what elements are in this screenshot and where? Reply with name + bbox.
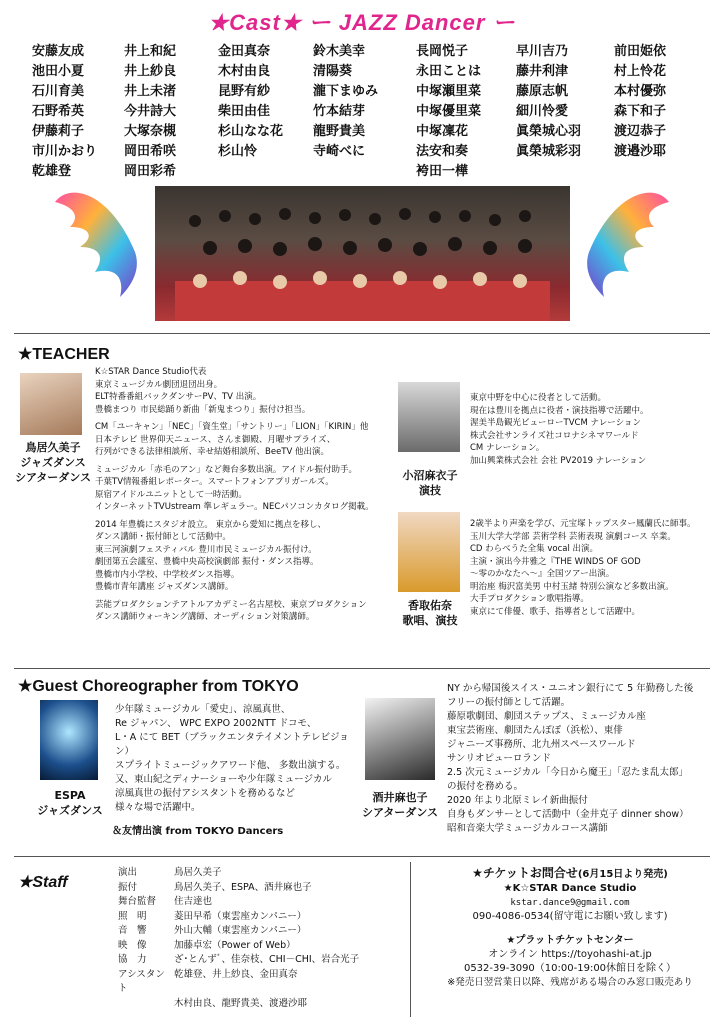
guest-espa-photo	[40, 700, 98, 780]
staff-row	[118, 924, 403, 939]
bio-line: 千葉TV情報番組レポーター。スマートフォンアプリガールズ。	[95, 477, 334, 487]
cast-member-name: 杉山怜	[218, 144, 258, 159]
cast-member-name: 藤原志帆	[516, 84, 569, 99]
ticket-center: ★プラットチケットセンター	[506, 935, 634, 946]
teacher-konuma-photo	[398, 382, 460, 452]
bio-line: 東京中野を中心に役者として活動。	[470, 393, 607, 403]
cast-column	[416, 42, 481, 182]
staff-row	[118, 953, 403, 968]
staff-role: 舞台監督	[118, 896, 157, 907]
teacher-heading: ★TEACHER	[18, 346, 110, 363]
bio-line: L・A にて BET（ブラックエンタテイメントテレビジョン）	[115, 732, 349, 757]
cast-member-name: 安藤友成	[32, 44, 85, 59]
staff-role: 音 響	[118, 925, 147, 936]
cast-member-name: 袴田一樺	[416, 164, 469, 179]
staff-row	[118, 997, 403, 1012]
bio-line: 豊橋市青年講座 ジャズダンス講師。	[95, 582, 234, 592]
studio-name: ★K☆STAR Dance Studio	[503, 883, 637, 894]
cast-member-name: 藤井利津	[516, 64, 569, 79]
cast-column	[614, 42, 666, 162]
guest-sakai-name: 酒井麻也子 シアターダンス	[361, 791, 438, 819]
staff-row	[118, 881, 403, 896]
cast-member-name: 本村優弥	[614, 84, 667, 99]
staff-person: 乾雄登、井上紗良、金田真奈	[174, 968, 298, 980]
ticket-heading: ★チケットお問合せ	[472, 866, 578, 880]
cast-column	[313, 42, 378, 162]
bio-line: インターネットTVUstream 準レギュラー。NECパソコンカタログ掲載。	[95, 502, 374, 512]
cast-member-name: 井上未渚	[124, 84, 177, 99]
bio-line: 現在は豊川を拠点に役者・演技指導で活躍中。	[470, 405, 649, 416]
staff-row	[118, 939, 403, 954]
cast-member-name: 渡邉沙耶	[614, 144, 667, 159]
bio-line: 玉川大学大学部 芸術学科 芸術表現 演劇コース 卒業。	[470, 531, 676, 542]
cast-member-name: 岡田彩希	[124, 164, 177, 179]
staff-person: 外山大輔（東雲座カンパニー）	[174, 925, 307, 936]
staff-person: 鳥居久美子、ESPA、酒井麻也子	[174, 881, 312, 893]
staff-role: アシスタント	[118, 968, 165, 994]
cast-column	[218, 42, 283, 162]
guest-sakai-bio	[447, 682, 717, 836]
staff-row	[118, 968, 403, 997]
staff-list	[118, 866, 403, 1011]
bio-line: サンリオピューロランド	[447, 753, 551, 764]
staff-person: 住吉達也	[174, 896, 213, 907]
cast-member-name: 中塚凜花	[416, 124, 469, 139]
bio-line: Re ジャパン、 WPC EXPO 2002NTT ドコモ、	[115, 718, 317, 729]
bio-line: 自身もダンサーとして活動中（金井克子 dinner show）	[447, 809, 689, 820]
bio-line: ジャニーズ事務所、北九州スペースワールド	[447, 739, 636, 750]
staff-person: 加藤卓宏（Power of Web）	[174, 939, 296, 951]
cast-member-name: 井上紗良	[124, 64, 177, 79]
cast-column	[32, 42, 97, 182]
cast-member-name: 竹本結芽	[313, 104, 366, 119]
guest-heading: ★Guest Choreographer from TOKYO	[18, 678, 299, 695]
cast-member-name: 井上和紀	[124, 44, 177, 59]
cast-member-name: 今井詩大	[124, 104, 177, 119]
cast-member-name: 石川育美	[32, 84, 85, 99]
teacher-torii-bio	[95, 366, 385, 624]
teacher-torii-name: 鳥居久美子 ジャズダンス シアターダンス	[14, 441, 91, 484]
staff-row	[118, 910, 403, 925]
cast-member-name: 長岡悦子	[416, 44, 469, 59]
cast-member-name: 中塚瀬里菜	[416, 84, 482, 99]
bio-line: 2020 年より北原ミレイ新曲振付	[447, 795, 588, 806]
staff-row	[118, 895, 403, 910]
staff-person: 木村由良、龍野貴美、渡邉沙耶	[174, 997, 308, 1009]
cast-column	[516, 42, 581, 162]
cast-member-name: 森下和子	[614, 104, 667, 119]
bio-line: 涼風真世の振付アシスタントを務めるなど	[115, 788, 295, 799]
cast-member-name: 伊藤莉子	[32, 124, 85, 139]
bio-line: 芸能プロダクションテアトルアカデミー名古屋校、東京プロダクション	[95, 599, 367, 610]
cast-member-name: 龍野貴美	[313, 124, 366, 139]
bio-line: ダンス講師ウォーキング講師、オーディション対策講師。	[95, 612, 315, 622]
bio-line: フリーの振付師として活躍。	[447, 697, 571, 708]
bio-line: 加山興業株式会社 会社 PV2019 ナレーション	[470, 455, 647, 466]
cast-member-name: 木村由良	[218, 64, 271, 79]
bio-line: 東京にて俳優、歌手、指導者として活躍中。	[470, 606, 641, 617]
cast-member-name: 眞榮城彩羽	[516, 144, 582, 159]
bio-line: 東京ミュージカル劇団退団出身。	[95, 379, 223, 390]
teacher-torii-photo	[20, 373, 82, 435]
bio-line: 原宿アイドルユニットとして一時活動。	[95, 489, 247, 500]
group-photo	[155, 186, 570, 321]
staff-role: 協 力	[118, 954, 147, 965]
cast-member-name: 昆野有紗	[218, 84, 271, 99]
staff-role: 照 明	[118, 910, 147, 922]
bio-line: 劇団第五会議室、豊橋中央高校演劇部 振付・ダンス指導。	[95, 557, 319, 567]
bio-line: CM「ユーキャン」「NEC」「資生堂」「サントリー」「LION」「KIRIN」他	[95, 422, 369, 432]
teacher-katori-photo	[398, 512, 460, 592]
bio-line: の振付を務める。	[447, 781, 524, 792]
cast-member-name: 早川吉乃	[516, 44, 569, 59]
divider	[14, 856, 710, 857]
bio-line: 様々な場で活躍中。	[115, 802, 201, 813]
cast-title: ★Cast★ ー JAZZ Dancer ー	[208, 10, 516, 35]
bio-line: K☆STAR Dance Studio代表	[95, 367, 207, 377]
cast-member-name: 杉山なな花	[218, 124, 284, 139]
bio-line: 渥美半島観光ビューローTVCM ナレーション	[470, 418, 641, 428]
staff-person: ざ･とんずﾞ、佳奈枝、CHI－CHI、岩合光子	[174, 954, 360, 965]
bio-line: 藤原歌劇団、劇団ステップス、ミュージカル座	[447, 711, 646, 722]
studio-phone[interactable]: 090-4086-0534(留守電にお願い致します)	[472, 911, 668, 922]
cast-member-name: 鈴木美幸	[313, 44, 366, 59]
cast-member-name: 瀧下まゆみ	[313, 84, 379, 99]
cast-member-name: 岡田希咲	[124, 144, 177, 159]
cast-member-name: 法安和奏	[416, 144, 469, 159]
ticket-url[interactable]: https://toyohashi-at.jp	[541, 949, 652, 960]
bio-line: ELT特番番組バックダンサーPV、TV 出演。	[95, 392, 262, 402]
vertical-divider	[410, 862, 411, 1017]
staff-person: 菱田早希（東雲座カンパニー）	[174, 910, 307, 922]
cast-member-name: 前田姫依	[614, 44, 667, 59]
bio-line: 〜零のかなたへ〜』全国ツアー出演。	[470, 569, 615, 579]
studio-email[interactable]: kstar.dance9@gmail.com	[510, 898, 630, 908]
bio-line: 豊橋まつり 市民総踊り新曲「新鬼まつり」振付け担当。	[95, 404, 311, 415]
staff-person: 鳥居久美子	[174, 867, 222, 878]
center-phone[interactable]: 0532-39-3090（10:00-19:00休館日を除く）	[463, 963, 677, 974]
cast-member-name: 大塚奈槻	[124, 124, 177, 139]
cast-member-name: 清陽葵	[313, 64, 353, 79]
teacher-katori-bio	[470, 518, 715, 618]
staff-role: 演出	[118, 867, 138, 878]
staff-row	[118, 866, 403, 881]
bio-line: 2014 年豊橋にスタジオ設立。 東京から愛知に拠点を移し、	[95, 519, 327, 530]
sales-note: ※発売日翌営業日以降、残席がある場合のみ窓口販売あり	[447, 977, 693, 988]
bio-line: ダンス講師・振付師として活動中。	[95, 532, 231, 542]
bio-line: 2.5 次元ミュージカル「今日から魔王」「忍たま乱太郎」	[447, 767, 688, 778]
bio-line: NY から帰国後スイス・ユニオン銀行にて 5 年勤務した後	[447, 683, 694, 694]
staff-heading: ★Staff	[18, 874, 68, 891]
teacher-konuma-name: 小沼麻衣子 演技	[402, 469, 458, 497]
guest-espa-name: ESPA ジャズダンス	[37, 789, 103, 817]
bio-line: 明治座 梅沢富美男 中村玉緒 特別公演など多数出演。	[470, 581, 674, 592]
bio-line: 大手プロダクション歌唱指導。	[470, 594, 589, 604]
teacher-katori-name: 香取佑奈 歌唱、演技	[402, 599, 458, 627]
bio-line: 2歳半より声楽を学び、元宝塚トップスター鳳蘭氏に師事。	[470, 519, 696, 529]
bio-line: CD わらべうた全集 vocal 出演。	[470, 544, 599, 554]
cast-member-name: 細川怜愛	[516, 104, 569, 119]
ticket-info: ★チケットお問合せ(6月15日より発売) ★K☆STAR Dance Studio kstar.dance9@gmail.com 090-4086-0534(留守電にお願い致します) ★プラットチケットセンター オンライン https://toyohashi-at.jp 0532-39-3090（10:00-19:00休館日を除く） ※発売日翌営業日以降、残席がある場合のみ窓口販売あり	[420, 866, 720, 990]
cast-member-name: 中塚優里菜	[416, 104, 482, 119]
guest-sakai-photo	[365, 698, 435, 780]
cast-member-name: 寺崎べに	[313, 144, 366, 159]
bio-line: 行列ができる法律相談所、幸せ結婚相談所、BeeTV 他出演。	[95, 447, 330, 457]
cast-member-name: 永田ことは	[416, 64, 482, 79]
bio-line: 東宝芸術座、劇団たんぽぽ（浜松）、東俳	[447, 725, 623, 736]
right-wing-illustration	[584, 182, 674, 302]
divider	[14, 333, 710, 334]
divider	[14, 668, 710, 669]
teacher-konuma-bio	[470, 392, 715, 467]
cast-member-name: 眞榮城心羽	[516, 124, 582, 139]
bio-line: 日本テレビ 世界仰天ニュース、さんま御殿、月曜サプライズ、	[95, 434, 336, 445]
cast-member-name: 乾雄登	[32, 164, 72, 179]
bio-line: 少年隊ミュージカル「愛史」、涼風真世、	[115, 704, 291, 715]
cast-member-name: 石野希英	[32, 104, 85, 119]
cast-member-name: 金田真奈	[218, 44, 271, 59]
cast-member-name: 市川かおり	[32, 144, 98, 159]
bio-line: 東三河演劇フェスティバル 豊川市民ミュージカル振付け。	[95, 544, 317, 555]
cast-column	[124, 42, 176, 182]
friends-note: ＆友情出演 from TOKYO Dancers	[112, 826, 284, 837]
cast-member-name: 柴田由佳	[218, 104, 271, 119]
cast-member-name: 村上怜花	[614, 64, 667, 79]
staff-role: 映 像	[118, 939, 147, 951]
left-wing-illustration	[50, 182, 140, 302]
cast-member-name: 渡辺恭子	[614, 124, 667, 139]
bio-line: 豊橋市内小学校、中学校ダンス指導。	[95, 569, 240, 580]
bio-line: 主演・演出今井雅之『THE WINDS OF GOD	[470, 556, 641, 567]
bio-line: 又、東山紀之ディナーショーや少年隊ミュージカル	[115, 774, 332, 785]
bio-line: 昭和音楽大学ミュージカルコース講師	[447, 823, 608, 834]
staff-role	[118, 997, 174, 1012]
bio-line: ミュージカル「赤毛のアン」など舞台多数出演。アイドル振付助手。	[95, 464, 358, 475]
cast-member-name: 池田小夏	[32, 64, 85, 79]
staff-role: 振付	[118, 881, 138, 893]
bio-line: CM ナレーション。	[470, 443, 545, 453]
bio-line: スプライトミュージックアワード他、 多数出演する。	[115, 760, 346, 771]
guest-espa-bio	[115, 703, 355, 815]
bio-line: 株式会社サンライズ社コロナシネマワールド	[470, 430, 639, 441]
